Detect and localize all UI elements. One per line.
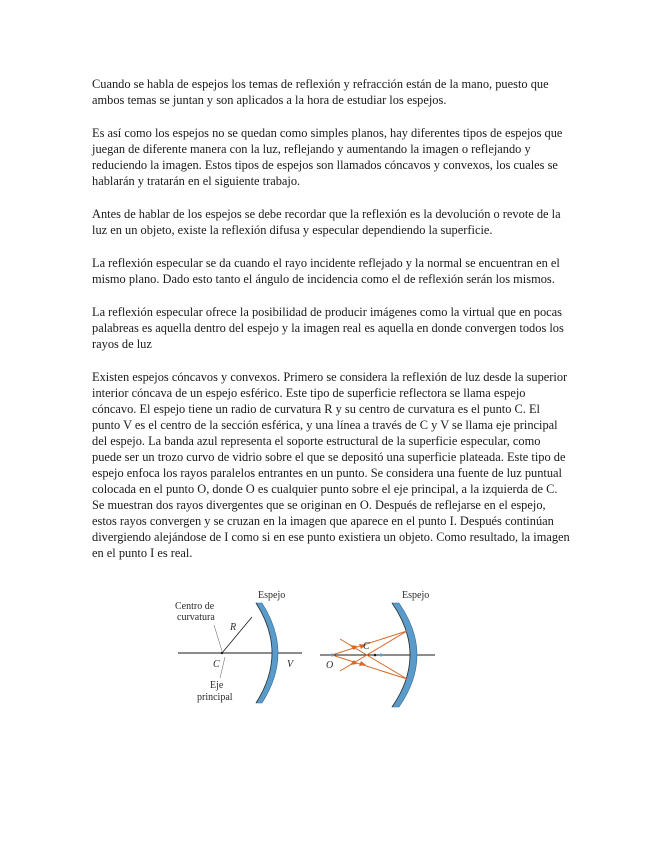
point-o <box>331 654 334 657</box>
concave-mirror-diagram-right <box>320 590 435 707</box>
label-center-line1: Centro de <box>175 601 215 612</box>
label-mirror-right: Espejo <box>402 590 430 601</box>
label-v: V <box>287 659 294 670</box>
point-c-right <box>374 654 377 657</box>
point-i <box>380 654 383 657</box>
label-o: O <box>326 660 334 671</box>
paragraph-images: La reflexión especular ofrece la posibilidad de producir imágenes como la virtual que en pocas palabreas es aquella dentro del espejo y la imagen real es aquella en donde convergen todos los rayos de luz <box>92 305 564 351</box>
label-center-line2: curvatura <box>177 612 215 623</box>
center-pointer <box>214 625 222 651</box>
label-axis-line2: principal <box>197 692 233 703</box>
paragraph-intro: Cuando se habla de espejos los temas de reflexión y refracción están de la mano, puesto que ambos temas se juntan y son aplicados a la hora de estudiar los espejos. <box>92 77 549 107</box>
label-c-left: C <box>213 659 220 670</box>
paragraph-specular-reflection: La reflexión especular se da cuando el rayo incidente reflejado y la normal se encuentran en el mismo plano. Dado esto tanto el ángulo de incidencia como el de reflexión serán los mismos. <box>92 256 560 286</box>
label-r: R <box>230 622 237 633</box>
paragraph-reflection-definition: Antes de hablar de los espejos se debe recordar que la reflexión es la devolución o revote de la luz en un objeto, existe la reflexión difusa y especular dependiendo la superficie. <box>92 207 561 237</box>
document-body <box>92 76 570 579</box>
label-c-right: C <box>363 641 370 652</box>
axis-pointer <box>220 657 225 678</box>
mirror-diagrams <box>170 585 440 715</box>
paragraph-mirror-types: Es así como los espejos no se quedan como simples planos, hay diferentes tipos de espejos que juegan de diferente manera con la luz, reflejando y aumentando la imagen o reflejando y reduciendo la imagen. Estos tipos de espejos son llamados cóncavos y convexos, los cuales se hablarán y tratarán en el siguiente trabajo. <box>92 126 563 188</box>
mirror-figure <box>170 585 440 715</box>
concave-mirror-diagram-left <box>175 590 302 703</box>
radius-line <box>222 617 252 653</box>
point-c-left <box>221 652 223 654</box>
label-axis-line1: Eje <box>210 680 224 691</box>
paragraph-concave-convex: Existen espejos cóncavos y convexos. Primero se considera la reflexión de luz desde la superior interior cóncava de un espejo esférico. Este tipo de superficie reflectora se llama espejo cóncavo. El espejo tiene un radio de curvatura R y su centro de curvatura es el punto C. El punto V es el centro de la sección esférica, y una línea a través de C y V se llama eje principal del espejo. La banda azul representa el soporte estructural de la superficie especular, como puede ser un trozo curvo de vidrio sobre el que se depositó una superficie plateada. Este tipo de espejo enfoca los rayos paralelos entrantes en un punto. Se considera una fuente de luz puntual colocada en el punto O, donde O es cualquier punto sobre el eje principal, a la izquierda de C. Se muestran dos rayos divergentes que se originan en O. Después de reflejarse en el espejo, estos rayos convergen y se cruzan en la imagen que aparece en el punto I. Después continúan divergiendo alejándose de I como si en ese punto existiera un objeto. Como resultado, la imagen en el punto I es real. <box>92 370 570 560</box>
label-mirror-left: Espejo <box>258 590 286 601</box>
